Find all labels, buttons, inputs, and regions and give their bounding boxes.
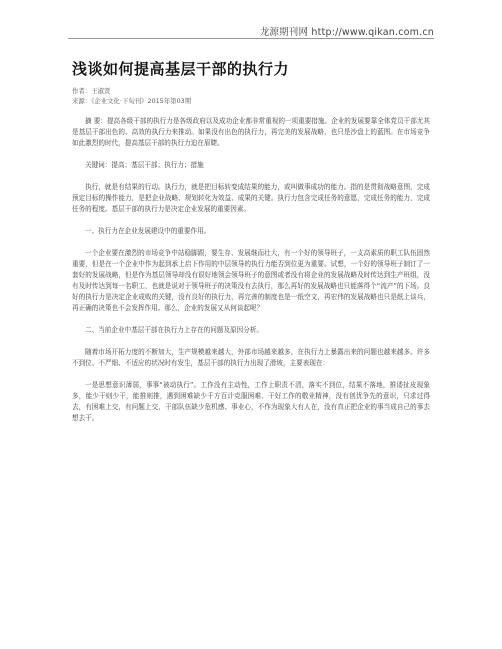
site-name[interactable]: 龙源期刊网 http://www.qikan.com.cn <box>259 27 434 38</box>
keywords: 关键词：提高；基层干部；执行力；措施 <box>85 161 204 169</box>
author-line: 作者：王淑贤 <box>72 87 111 95</box>
header-divider <box>68 38 434 39</box>
section-heading-2: 二、当前企业中基层干部在执行力上存在的问题及原因分析。 <box>85 326 264 334</box>
article-body <box>72 58 430 424</box>
section-1-paragraph: 一个企业要在激烈的市场竞争中站稳脚跟，要生存、发展继而壮大，有一个好的领导班子，一支高素质的职工队伍固然重要，但是在一个企业中作为起到承上启下作用的中层领导的执行力能否到位更为重要。试想，一个好的领导班子制订了一套好的发展战略，但是作为基层领导却没有很好地领会领导班子的意图或者没有将企业的发展战略及时传达到生产班组，没有及时传达到每一名职工，也就是说对于领导班子的决策没有去执行，那么再好的发展战略也只能落得个“流产”的下场。良好的执行力是决定企业成败的关键，没有良好的执行力，再完善的制度也是一纸空文，再宏伟的发展战略也只是纸上谈兵，再正确的决策也不会发挥作用。那么，企业的发展又从何谈起呢？ <box>72 249 430 312</box>
abstract: 摘 要：提高各级干部的执行力是各级政府以及成功企业都非常重视的一项重要措施。企业的发展要靠全体党员干部尤其是基层干部出色的、高效的执行力来推动。如果没有出色的执行力，再完美的发展战略，也只是沙盘上的蓝图。在市场竞争如此激烈的时代，提高基层干部的执行力迫在眉睫。 <box>72 117 430 147</box>
intro-paragraph: 执行，就是有结果的行动。执行力，就是把目标转变成结果的能力，或叫做事成功的能力。指的是贯彻战略意图，完成预定目标的操作能力，是把企业战略、规划转化为效益、成果的关键。执行力包含完成任务的意愿，完成任务的能力，完成任务的程度。基层干部的执行力是决定企业发展的重要因素。 <box>72 183 430 213</box>
section-2-paragraph: 随着市场开拓力度的不断加大，生产规模越来越大，外部市场越来越多，在执行力上暴露出来的问题也越来越多。许多不到位、不严细、不适应的状况时有发生，基层干部的执行力出现了滑坡，主要表现在： <box>72 348 430 367</box>
page-header <box>0 0 502 40</box>
section-heading-1: 一、执行力在企业发展建设中的重要作用。 <box>85 227 211 235</box>
article-title: 浅谈如何提高基层干部的执行力 <box>72 60 290 78</box>
section-2-point-1: 一是思想意识薄弱，事事“被动执行”。工作没有主动性，工作上职责不清，落实不到位，结果不落地，推诿扯皮现象多，能少干则少干，能推则推，遇到困难缺少千方百计克服困难、干好工作的敬业精神，没有创优争先的意识，只求过得去，有困难上交，有问题上交，干部队伍缺少危机感、事业心，不作为现象大有人在，没有真正把企业的事当成自己的事去想去干。 <box>72 381 430 422</box>
source-line: 来源：《企业文化·下旬刊》2015年第03期 <box>72 97 192 105</box>
